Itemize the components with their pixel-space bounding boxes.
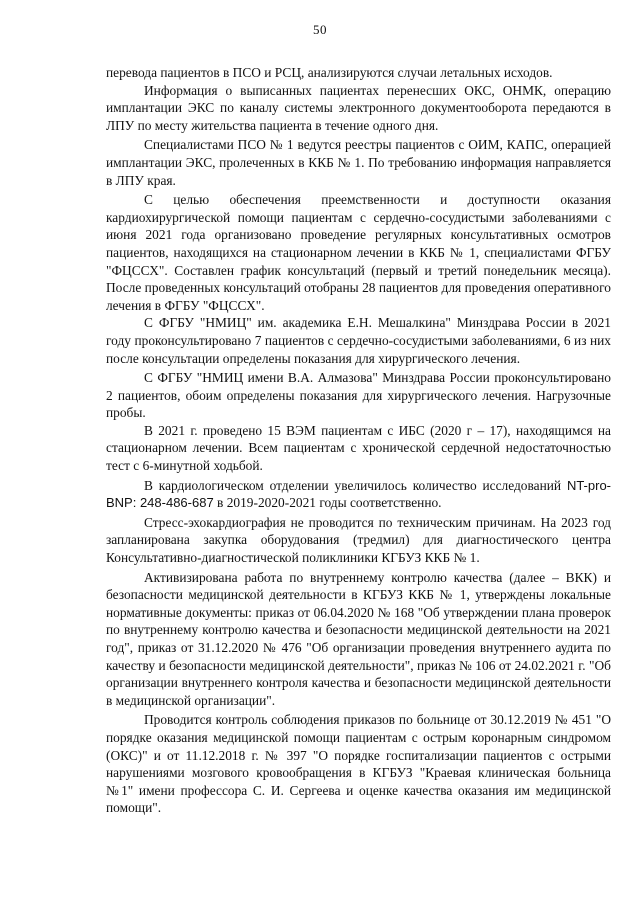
paragraph-vem-tests: В 2021 г. проведено 15 ВЭМ пациентам с ИБС (2020 г – 17), находящимся на стационарном лечении. Всем пациентам с хронической сердечной недостаточностью тест с 6-минутной ходьбой.: [106, 422, 611, 474]
paragraph-meshalkin-consultations: С ФГБУ "НМИЦ" им. академика Е.Н. Мешалкина" Минздрава России в 2021 году проконсультировано 7 пациентов с сердечно-сосудистыми заболеваниями, 6 из них после консультации определены показания для хирургического лечения.: [106, 315, 611, 366]
paragraph-transfer-continuation: перевода пациентов в ПСО и РСЦ, анализируются случаи летальных исходов.: [106, 65, 553, 80]
paragraph-nt-pro-bnp: [106, 477, 611, 512]
paragraph-cardiosurgery-continuity: С целью обеспечения преемственности и доступности оказания кардиохирургической помощи пациентам с сердечно-сосудистыми заболеваниями с июня 2021 года организовано проведение регулярных консультативных осмотров пациентов, находящихся на стационарном лечении в ККБ № 1, специалистами ФГБУ "ФЦССХ". Составлен график консультаций (первый и третий понедельник месяца). После проведенных консультаций отобраны 28 пациентов для проведения оперативного лечения в ФГБУ "ФЦССХ".: [106, 192, 611, 313]
paragraph-discharge-info: Информация о выписанных пациентах перенесших ОКС, ОНМК, операцию имплантации ЭКС по каналу системы электронного документооборота передаются в ЛПУ по месту жительства пациента в течение одного дня.: [106, 82, 611, 133]
nt-paragraph-lead: В кардиологическом отделении увеличилось количество исследований: [144, 477, 562, 493]
paragraph-stress-echo: Стресс-эхокардиография не проводится по техническим причинам. На 2023 год запланирована закупка оборудования (тредмил) для диагностического центра Консультативно-диагностической поликлиники КГБУЗ ККБ № 1.: [106, 514, 611, 566]
paragraph-orders-compliance: Проводится контроль соблюдения приказов по больнице от 30.12.2019 № 451 "О порядке оказания медицинской помощи пациентам с острым коронарным синдромом (ОКС)" и от 11.12.2018 г. № 397 "О порядке госпитализации пациентов с острыми нарушениями мозгового кровообращения в КГБУЗ "Краевая клиническая больница №1" имени профессора С. И. Сергеева и оценке качества оказания им медицинской помощи".: [106, 712, 611, 816]
paragraph-registries: Специалистами ПСО № 1 ведутся реестры пациентов с ОИМ, КАПС, операцией имплантации ЭКС, пролеченных в ККБ № 1. По требованию информация направляется в ЛПУ края.: [106, 137, 611, 188]
paragraph-internal-quality-control: Активизирована работа по внутреннему контролю качества (далее – ВКК) и безопасности медицинской деятельности в КГБУЗ ККБ № 1, утверждены локальные нормативные документы: приказ от 06.04.2020 № 168 "Об утверждении плана проверок по внутреннему контролю качества и безопасности медицинской деятельности на 2021 год", приказ от 31.12.2020 № 476 "Об организации проведения внутреннего аудита по качеству и безопасности медицинской деятельности", приказ № 106 от 24.02.2021 г. "Об организации внутреннего контроля качества и безопасности медицинской деятельности в медицинской организации".: [106, 569, 611, 708]
document-body: [106, 64, 611, 817]
paragraph-almazov-consultations: С ФГБУ "НМИЦ имени В.А. Алмазова" Минздрава России проконсультировано 2 пациентов, обоим определены показания для хирургического лечения. Нагрузочные пробы.: [106, 370, 611, 421]
nt-paragraph-tail: в 2019-2020-2021 годы соответственно.: [217, 495, 442, 511]
nt-pro-bnp-marker: NT-pro-BNP: 248-486-687: [106, 477, 611, 511]
page-number: 50: [313, 22, 327, 37]
